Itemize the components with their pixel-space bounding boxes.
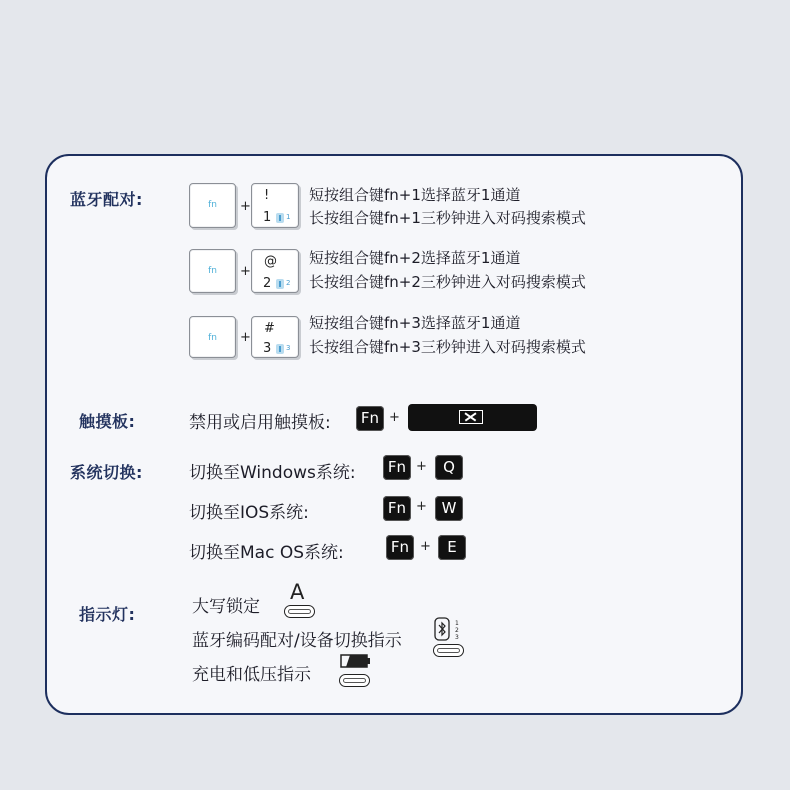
key-number: 2 [263,276,272,291]
key-number: 1 [263,210,272,225]
plus-sign: + [240,264,251,279]
long-press-text: 长按组合键fn+1三秒钟进入对码搜索模式 [309,209,586,227]
fn-key-label: fn [208,200,217,210]
long-press-text: 长按组合键fn+3三秒钟进入对码搜索模式 [309,338,586,356]
fn-key [189,316,236,358]
fn-key-label: fn [208,333,217,343]
short-press-text: 短按组合键fn+3选择蓝牙1通道 [309,314,521,332]
plus-sign: + [389,410,400,425]
key-1 [251,183,299,228]
battery-icon [338,652,374,670]
svg-text:1: 1 [455,620,459,627]
touchpad-key [408,404,537,431]
plus-sign: + [416,499,427,514]
plus-sign: + [416,459,427,474]
macos-switch-label: 切换至Mac OS系统: [189,543,344,563]
indicator-light [339,674,370,687]
key-number: 3 [263,341,272,356]
bluetooth-icon [276,213,284,223]
bluetooth-channel: 3 [286,344,291,352]
bluetooth-icon [432,616,468,642]
bluetooth-indicator-label: 蓝牙编码配对/设备切换指示 [192,631,402,651]
indicator-light [284,605,315,618]
ios-switch-label: 切换至IOS系统: [189,503,309,523]
system-section-title: 系统切换: [70,463,143,482]
bluetooth-icon [276,279,284,289]
battery-indicator-label: 充电和低压指示 [192,665,311,685]
fn-key-label: fn [208,266,217,276]
indicator-light [433,644,464,657]
bluetooth-channel: 2 [286,279,291,287]
short-press-text: 短按组合键fn+1选择蓝牙1通道 [309,186,521,204]
svg-text:3: 3 [455,634,459,641]
key-3 [251,316,299,358]
key-symbol: # [264,321,275,336]
caps-lock-label: 大写锁定 [192,597,260,617]
key-symbol: @ [264,254,277,269]
fn-key [189,183,236,228]
caps-lock-icon [284,580,314,620]
touchpad-toggle-label: 禁用或启用触摸板: [189,413,331,433]
fn-key [189,249,236,293]
battery-indicator-icon [338,652,374,690]
long-press-text: 长按组合键fn+2三秒钟进入对码搜索模式 [309,273,586,291]
plus-sign: + [240,199,251,214]
touchpad-section-title: 触摸板: [79,412,136,431]
bluetooth-section-title: 蓝牙配对: [70,190,143,209]
caps-lock-glyph: A [290,580,305,604]
fn-key: Fn [383,496,411,521]
q-key: Q [435,455,463,480]
fn-key: Fn [386,535,414,560]
key-2 [251,249,299,293]
plus-sign: + [240,330,251,345]
fn-key: Fn [383,455,411,480]
w-key: W [435,496,463,521]
indicator-section-title: 指示灯: [79,605,136,624]
touchpad-icon [459,410,483,424]
windows-switch-label: 切换至Windows系统: [189,463,356,483]
plus-sign: + [420,539,431,554]
bluetooth-icon [276,344,284,354]
bluetooth-indicator-icon [432,616,468,656]
svg-text:2: 2 [455,627,459,634]
bluetooth-channel: 1 [286,213,291,221]
fn-key: Fn [356,406,384,431]
e-key: E [438,535,466,560]
short-press-text: 短按组合键fn+2选择蓝牙1通道 [309,249,521,267]
key-symbol: ! [264,188,270,203]
